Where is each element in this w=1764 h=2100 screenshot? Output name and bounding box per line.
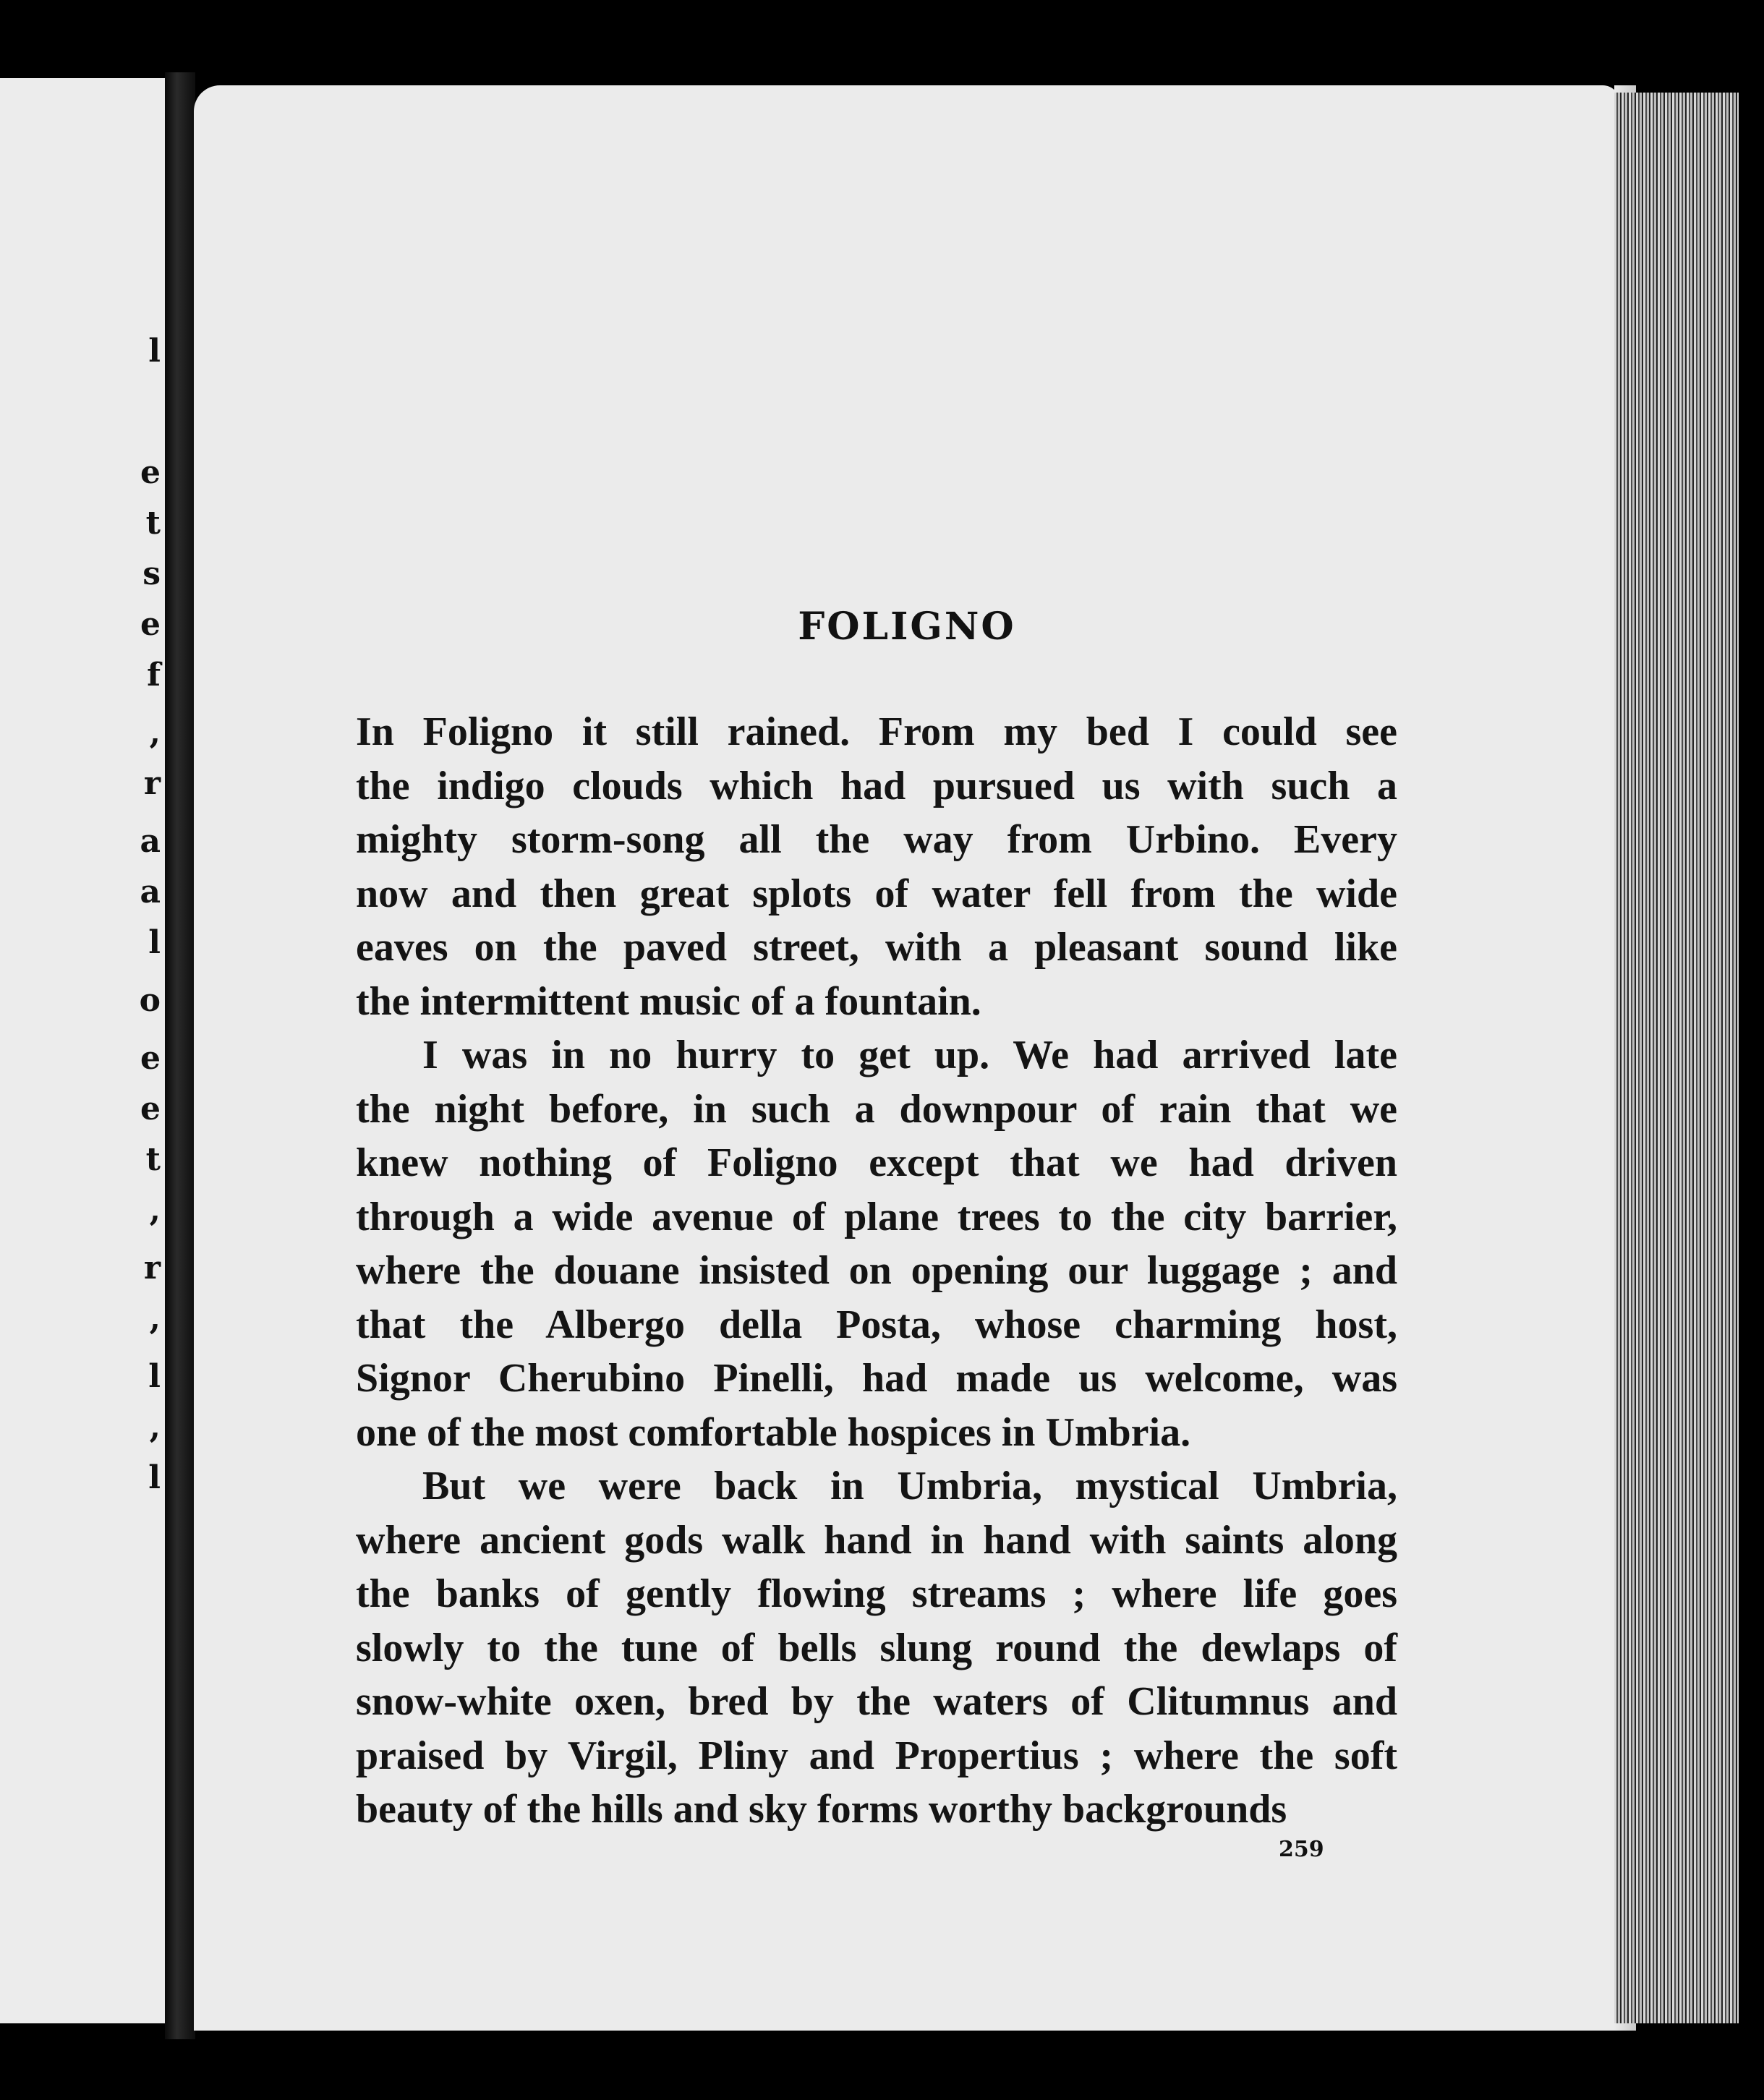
book-gutter (165, 72, 195, 2039)
text-line: the indigo clouds which had pursued us with such a (356, 763, 1397, 808)
left-page-edge-char: t (145, 505, 161, 542)
text-line: snow-white oxen, bred by the waters of Clitumnus and (356, 1679, 1397, 1724)
paragraph (356, 1459, 1397, 1837)
text-line: slowly to the tune of bells slung round the dewlaps of (356, 1625, 1397, 1670)
text-line: In Foligno it still rained. From my bed I could see (356, 709, 1397, 754)
left-page-edge-char: e (140, 1090, 161, 1127)
text-line: one of the most comfortable hospices in Umbria. (356, 1409, 1191, 1455)
text-line: Signor Cherubino Pinelli, had made us welcome, was (356, 1356, 1397, 1401)
left-page-edge-char: l (148, 924, 161, 961)
left-page-edge-char: e (140, 1040, 161, 1077)
page-number: 259 (1279, 1837, 1324, 1862)
text-line: eaves on the paved street, with a pleasant sound like (356, 925, 1397, 970)
left-page-edge-char: , (149, 714, 161, 751)
left-page-edge-char: e (140, 454, 161, 491)
left-page-edge-char: t (145, 1141, 161, 1178)
text-line: now and then great splots of water fell from the wide (356, 871, 1397, 916)
left-page-edge-char: e (140, 606, 161, 643)
left-page-edge-char: r (143, 765, 161, 802)
text-line: mighty storm-song all the way from Urbino. Every (356, 817, 1397, 862)
text-line: the banks of gently flowing streams ; where life goes (356, 1571, 1397, 1616)
text-line: But we were back in Umbria, mystical Umbria, (422, 1464, 1397, 1508)
body-text (356, 705, 1397, 1837)
left-page-edge-char: a (140, 874, 161, 910)
chapter-title: FOLIGNO (798, 605, 1016, 649)
text-line: praised by Virgil, Pliny and Propertius ; where the soft (356, 1733, 1397, 1778)
left-page-edge-char: r (143, 1250, 161, 1286)
left-page-edge-char: f (147, 657, 161, 693)
left-facing-page (0, 78, 165, 2023)
text-line: that the Albergo della Posta, whose charming host, (356, 1302, 1397, 1347)
text-line: the night before, in such a downpour of rain that we (356, 1086, 1397, 1132)
paragraph (356, 705, 1397, 1028)
left-page-edge-char: o (139, 982, 161, 1019)
text-line: where ancient gods walk hand in hand with saints along (356, 1517, 1397, 1563)
page-stack-edges (1614, 93, 1759, 2023)
left-page-edge-char: l (148, 333, 161, 370)
left-page-edge-char: , (149, 1300, 161, 1337)
left-page-edge-char: a (140, 823, 161, 860)
left-page-edge-char: s (142, 555, 161, 592)
text-line: where the douane insisted on opening our luggage ; and (356, 1248, 1397, 1293)
text-line: I was in no hurry to get up. We had arrived late (422, 1033, 1397, 1077)
text-line: beauty of the hills and sky forms worthy backgrounds (356, 1787, 1287, 1832)
left-page-edge-char: , (149, 1192, 161, 1229)
left-page-edge-char: l (148, 1459, 161, 1496)
text-line: the intermittent music of a fountain. (356, 978, 981, 1024)
left-page-edge-char: , (149, 1409, 161, 1446)
left-page-edge-char: l (148, 1358, 161, 1395)
text-line: through a wide avenue of plane trees to the city barrier, (356, 1194, 1397, 1239)
paragraph (356, 1028, 1397, 1459)
text-line: knew nothing of Foligno except that we had driven (356, 1140, 1397, 1185)
